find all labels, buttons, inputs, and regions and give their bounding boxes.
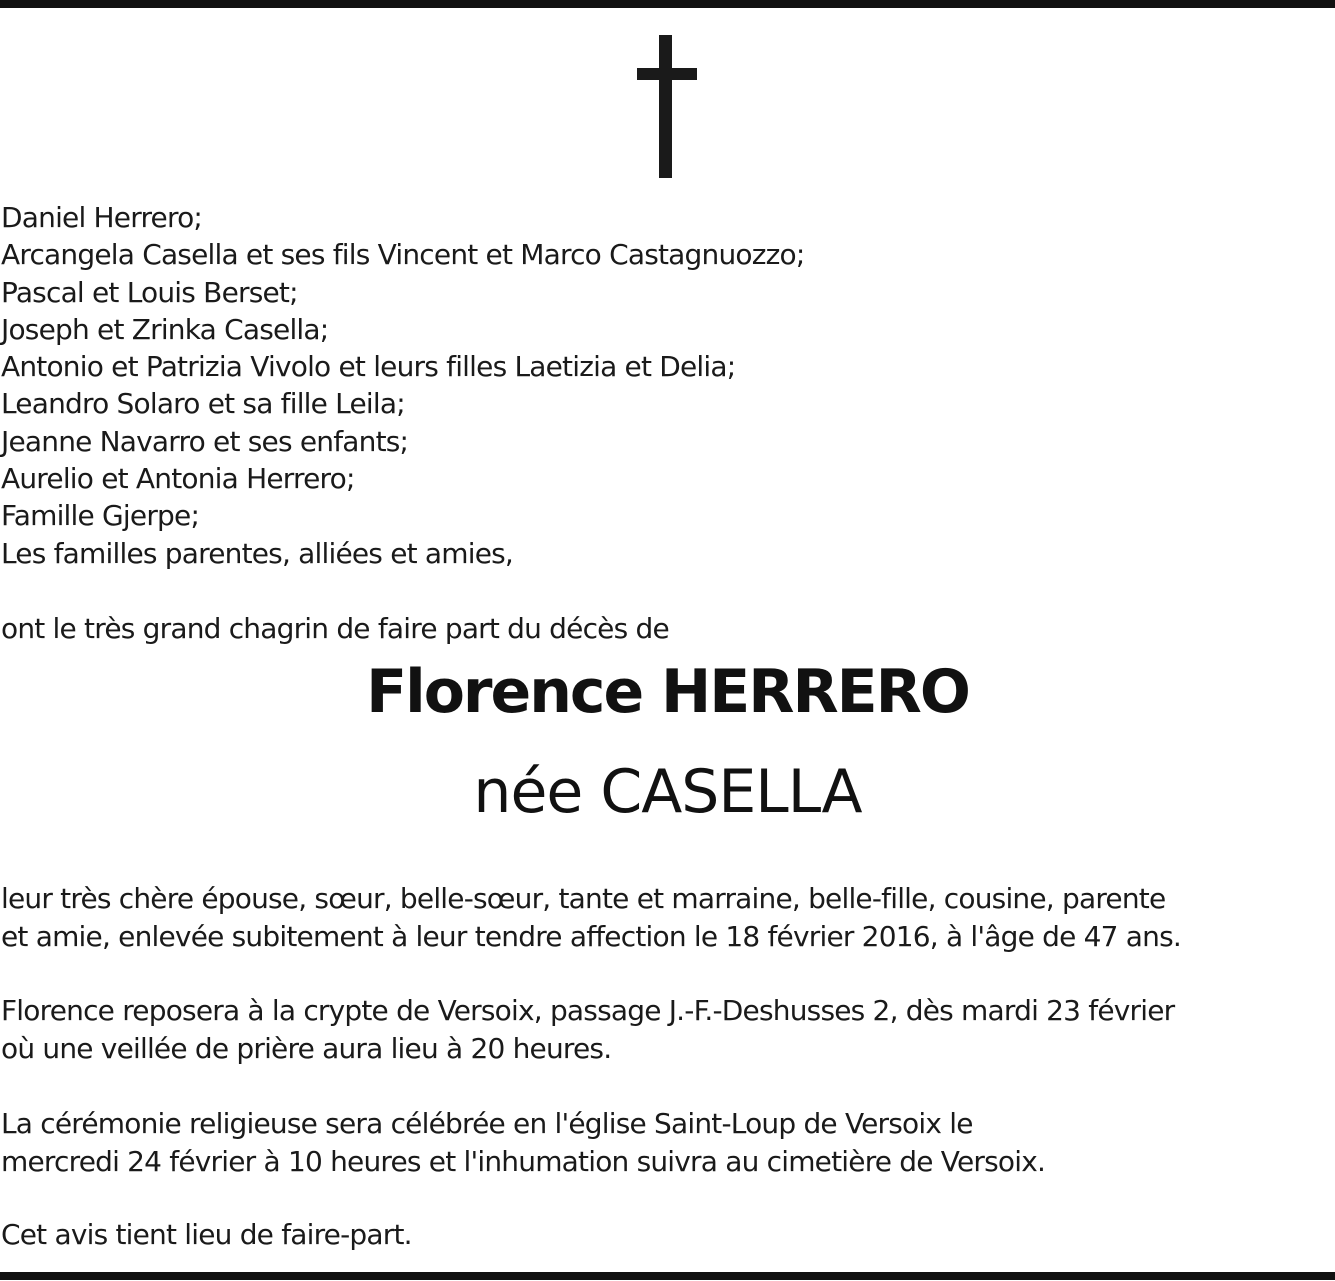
bereaved-family-list [1, 199, 805, 572]
family-line: Les familles parentes, alliées et amies, [1, 536, 514, 570]
viewing-paragraph [1, 992, 1174, 1068]
ceremony-line: mercredi 24 février à 10 heures et l'inhumation suivra au cimetière de Versoix. [1, 1145, 1046, 1178]
cross-icon [0, 0, 1335, 190]
family-line: Leandro Solaro et sa fille Leila; [1, 387, 405, 421]
closing-note [1, 1216, 412, 1254]
family-line: Antonio et Patrizia Vivolo et leurs filles Laetizia et Delia; [1, 350, 736, 384]
cross-vertical-bar [659, 35, 672, 178]
relation-line: leur très chère épouse, sœur, belle-sœur, tante et marraine, belle-fille, cousine, parente [1, 882, 1166, 915]
family-line: Joseph et Zrinka Casella; [1, 312, 329, 346]
viewing-line: où une veillée de prière aura lieu à 20 heures. [1, 1032, 612, 1065]
relation-paragraph [1, 880, 1181, 956]
family-line: Jeanne Navarro et ses enfants; [1, 424, 409, 458]
bottom-border-rule [0, 1272, 1335, 1280]
announcement-text: ont le très grand chagrin de faire part du décès de [1, 612, 669, 645]
closing-line: Cet avis tient lieu de faire-part. [1, 1218, 412, 1251]
deceased-name: Florence HERRERO [366, 657, 969, 727]
deceased-maiden-name: née CASELLA [473, 757, 862, 827]
ceremony-paragraph [1, 1105, 1045, 1181]
family-line: Pascal et Louis Berset; [1, 275, 298, 309]
ceremony-line: La cérémonie religieuse sera célébrée en l'église Saint-Loup de Versoix le [1, 1107, 973, 1140]
family-line: Aurelio et Antonia Herrero; [1, 462, 355, 496]
family-line: Arcangela Casella et ses fils Vincent et Marco Castagnuozzo; [1, 238, 805, 272]
relation-line: et amie, enlevée subitement à leur tendre affection le 18 février 2016, à l'âge de 47 ans. [1, 920, 1181, 953]
viewing-line: Florence reposera à la crypte de Versoix, passage J.-F.-Deshusses 2, dès mardi 23 février [1, 994, 1175, 1027]
cross-horizontal-bar [637, 68, 697, 80]
family-line: Famille Gjerpe; [1, 499, 200, 533]
family-line: Daniel Herrero; [1, 201, 203, 234]
